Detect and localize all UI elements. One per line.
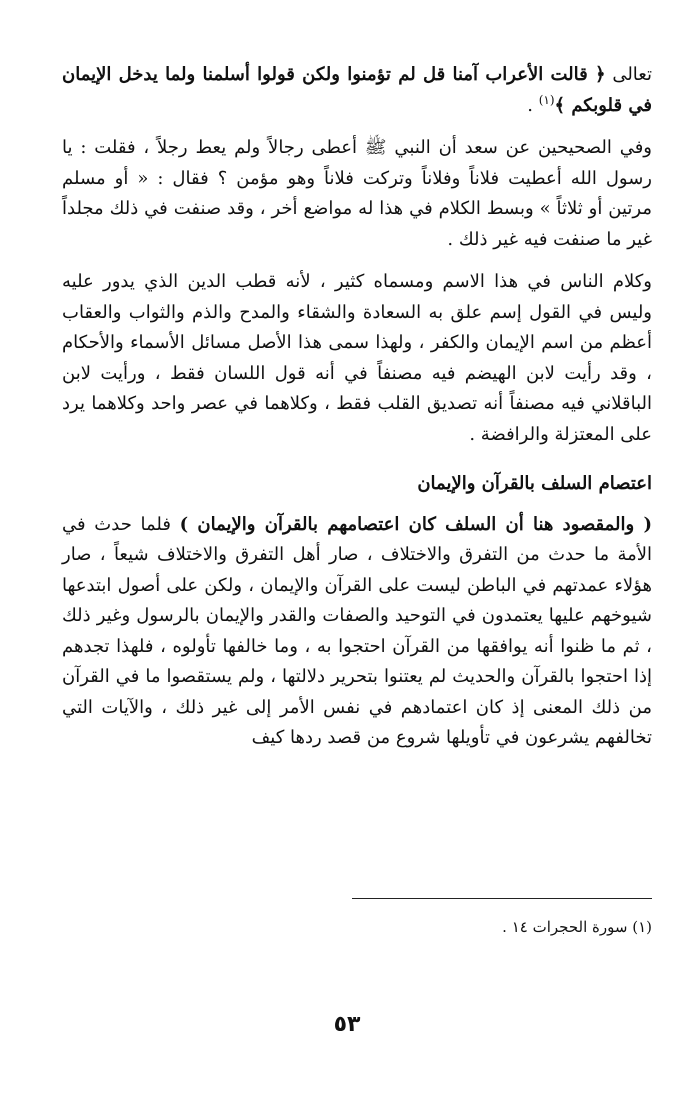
footnote: (١) سورة الحجرات ١٤ . [502,918,652,936]
footnote-divider [352,898,652,899]
footnote-reference[interactable]: (١) [538,92,555,107]
paragraph-2: وفي الصحيحين عن سعد أن النبي ﷺ أعطى رجالاً ولم يعط رجلاً ، فقلت : يا رسول الله أعطيت فلاناً وفلاناً وتركت فلاناً وهو مؤمن ؟ فقال : « أو مسلم مرتين أو ثلاثاً » وبسط الكلام في هذا له مواضع أخر ، وقد صنفت في ذلك مجلداً غير ما صنفت فيه غير ذلك . [62,137,652,250]
paragraph-1-tail: . [527,94,539,116]
quran-quote: ﴿ قالت الأعراب آمنا قل لم تؤمنوا ولكن قولوا أسلمنا ولما يدخل الإيمان في قلوبكم ﴾ [62,64,652,116]
paragraph-3: وكلام الناس في هذا الاسم ومسماه كثير ، لأنه قطب الدين الذي يدور عليه وليس في القول إسم علق به السعادة والشقاء والمدح والذم والثواب والعقاب أعظم من اسم الإيمان والكفر ، ولهذا سمى هذا الأصل مسائل الأسماء والأحكام ، وقد رأيت لابن الهيضم فيه مصنفاً في أنه قول اللسان فقط ، ورأيت لابن الباقلاني فيه مصنفاً أنه تصديق القلب فقط ، وكلاهما في عصر واحد وكلاهما يرد على المعتزلة والرافضة . [62,271,652,445]
paragraph-1-lead: تعالى [605,64,652,85]
paragraph-4 [62,510,652,754]
paragraph-1 [62,60,652,121]
page-number: ٥٣ [333,1012,361,1037]
paragraph-4-emphasis: ( والمقصود هنا أن السلف كان اعتصامهم بالقرآن والإيمان ) [179,513,652,535]
section-heading: اعتصام السلف بالقرآن والإيمان [417,473,652,494]
page-body [62,60,652,754]
paragraph-4-text: فلما حدث في الأمة ما حدث من التفرق والاختلاف ، صار أهل التفرق والاختلاف شيعاً ، صار هؤلاء عمدتهم في الباطن ليست على القرآن والإيمان ، ولكن على أصول ابتدعها شيوخهم عليها يعتمدون في التوحيد والصفات والقدر والإيمان بالرسول وغير ذلك ، ثم ما ظنوا أنه يوافقها من القرآن احتجوا به ، وما خالفها تأولوه ، فلهذا تجدهم إذا احتجوا بالقرآن والحديث لم يعتنوا بتحرير دلالتها ، ولم يستقصوا ما في القرآن من ذلك المعنى إذ كان اعتمادهم في نفس الأمر إلى غير ذلك ، والآيات التي تخالفهم يشرعون في تأويلها شروع من قصد ردها كيف [62,513,652,748]
